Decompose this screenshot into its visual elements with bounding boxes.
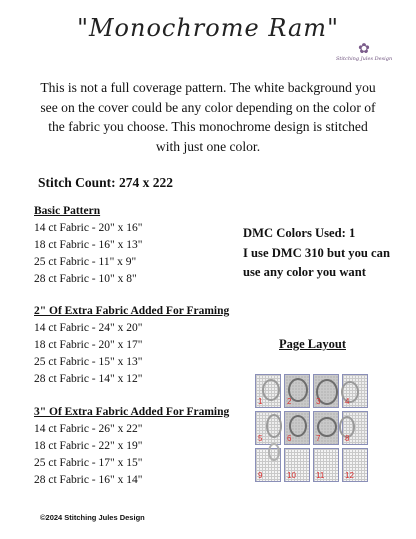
page-number: 2 [287,397,292,406]
section-heading: Basic Pattern [34,205,101,217]
page-number: 4 [345,397,350,406]
page-tile-10 [284,448,310,482]
fabric-size-row: 25 ct Fabric - 15" x 13" [34,356,143,368]
fabric-size-row: 25 ct Fabric - 11" x 9" [34,256,137,268]
section-heading: 2" Of Extra Fabric Added For Framing [34,305,230,317]
fabric-size-row: 14 ct Fabric - 20" x 16" [34,222,143,234]
page-number: 8 [345,434,350,443]
page-tile-1 [255,374,281,408]
fabric-size-row: 28 ct Fabric - 16" x 14" [34,474,143,486]
page-tile-7 [313,411,339,445]
page-tile-9 [255,448,281,482]
page-tile-5 [255,411,281,445]
dmc-colors-line: use any color you want [243,265,366,279]
section-extra-2in [34,303,229,388]
page-number: 9 [258,471,263,480]
dmc-colors-note [243,224,408,283]
dmc-colors-count: DMC Colors Used: 1 [243,226,356,240]
fabric-size-row: 28 ct Fabric - 14" x 12" [34,373,143,385]
page-tile-8 [342,411,368,445]
fabric-size-row: 18 ct Fabric - 20" x 17" [34,339,143,351]
page-tile-2 [284,374,310,408]
page-tile-12 [342,448,368,482]
page-number: 1 [258,397,263,406]
flower-icon: ✿ [358,41,370,57]
section-basic-pattern [34,203,142,288]
horn-sketch [266,414,282,438]
page-number: 6 [287,434,292,443]
fabric-size-row: 14 ct Fabric - 26" x 22" [34,423,143,435]
page-number: 3 [316,397,321,406]
fabric-size-row: 25 ct Fabric - 17" x 15" [34,457,143,469]
horn-sketch [341,381,359,403]
page-number: 12 [345,471,354,480]
page-number: 10 [287,471,296,480]
page-number: 11 [316,471,325,480]
fabric-size-row: 28 ct Fabric - 10" x 8" [34,273,137,285]
pattern-title: "Monochrome Ram" [76,14,340,42]
horn-sketch [289,415,307,437]
copyright-footer: ©2024 Stitching Jules Design [40,513,145,522]
page-layout-title: Page Layout [279,337,347,351]
page-number: 5 [258,434,263,443]
logo-text: Stitching Jules Design [336,56,393,62]
dmc-colors-line: I use DMC 310 but you can [243,245,390,260]
fabric-size-row: 14 ct Fabric - 24" x 20" [34,322,143,334]
brand-logo [336,42,392,72]
horn-sketch [262,379,280,401]
intro-paragraph: This is not a full coverage pattern. The white background you see on the cover could be any color depending on the color of the fabric you choose. This monochrome design is stitched with just one color. [40,80,376,154]
page-tile-4 [342,374,368,408]
page-tile-11 [313,448,339,482]
page-number: 7 [316,434,321,443]
page-tile-3 [313,374,339,408]
section-extra-3in [34,404,229,489]
horn-sketch [268,443,280,461]
stitch-count: Stitch Count: 274 x 222 [38,175,174,190]
fabric-size-row: 18 ct Fabric - 16" x 13" [34,239,143,251]
fabric-size-row: 18 ct Fabric - 22" x 19" [34,440,143,452]
page-tile-6 [284,411,310,445]
section-heading: 3" Of Extra Fabric Added For Framing [34,406,230,418]
